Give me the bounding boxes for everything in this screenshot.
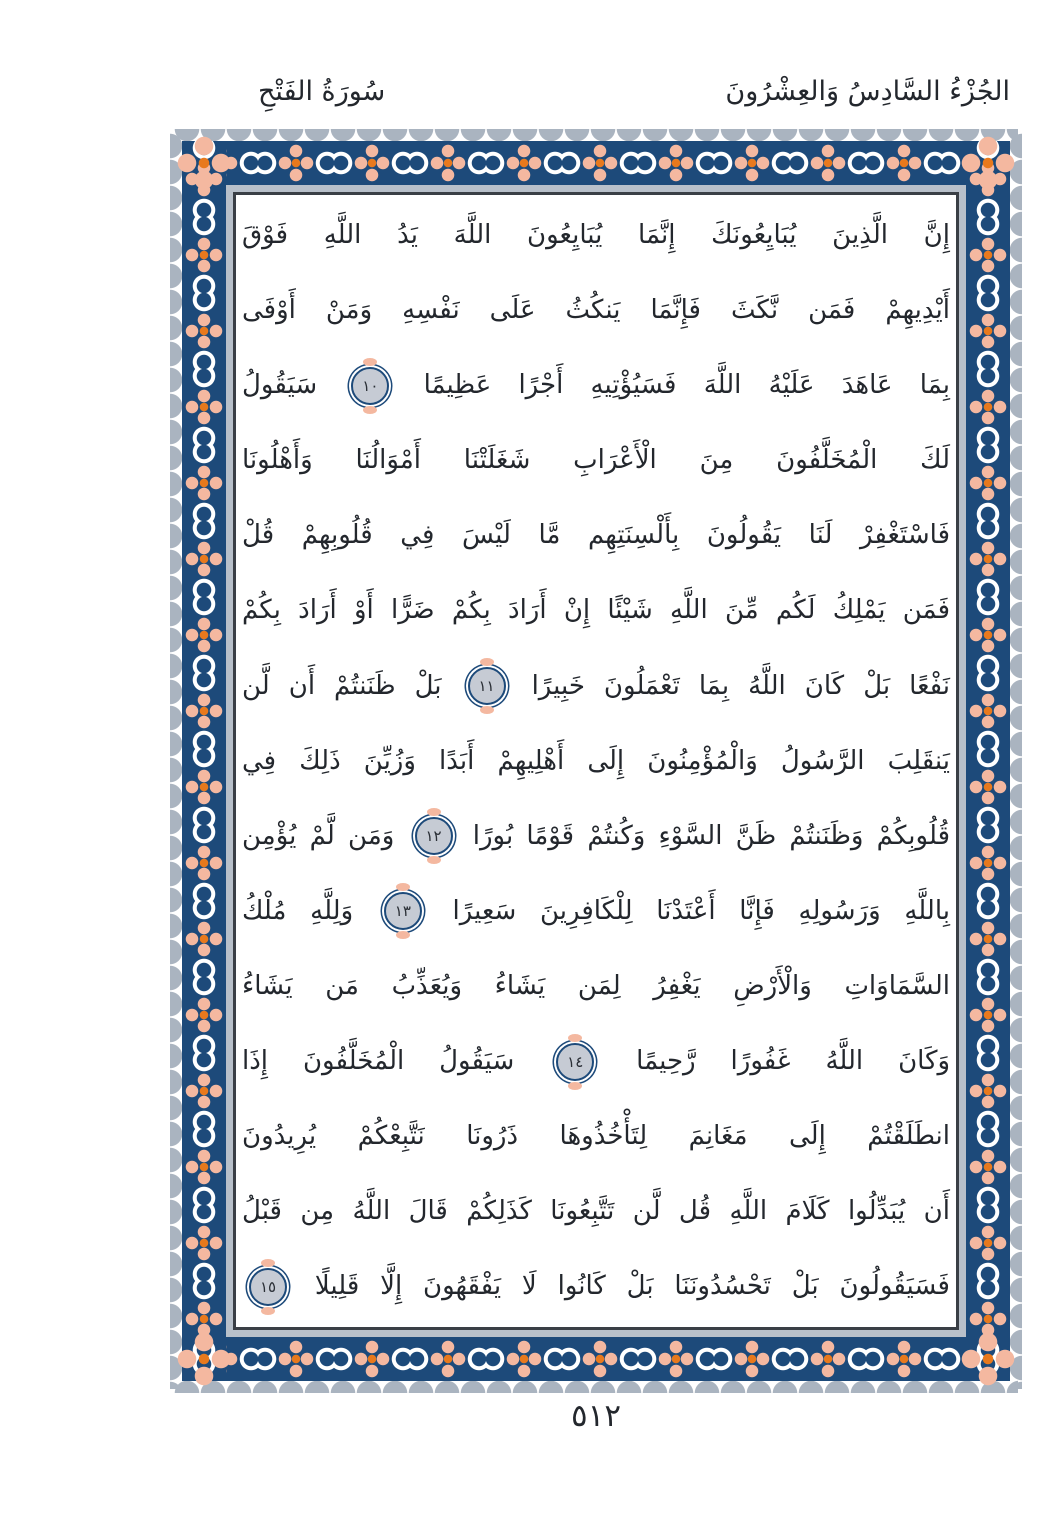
ayah-marker: ١٢ [415,817,453,855]
surah-title: سُورَةُ الفَتْحِ [258,76,386,107]
mushaf-line [242,874,950,949]
mushaf-line [242,799,950,874]
ayah-text: بَلْ ظَنَنتُمْ أَن لَّن [242,670,442,701]
mushaf-line [242,1174,950,1249]
ayah-text: وَلِلَّهِ مُلْكُ [242,895,354,926]
inner-rule [233,192,959,1330]
mushaf-line [242,1024,950,1099]
ayah-text: وَمَن لَّمْ يُؤْمِن [242,820,395,851]
ayah-text: أَيْدِيهِمْ فَمَن نَّكَثَ فَإِنَّمَا يَنكُثُ عَلَى نَفْسِهِ وَمَنْ أَوْفَى [242,295,950,326]
ayah-text: وَكَانَ اللَّهُ غَفُورًا رَّحِيمًا [636,1046,951,1077]
ayah-text: بِمَا عَاهَدَ عَلَيْهُ اللَّهَ فَسَيُؤْتِيهِ أَجْرًا عَظِيمًا [423,370,950,401]
mushaf-line [242,1249,950,1324]
mushaf-line [242,198,950,273]
border-band-bottom [182,1337,1010,1381]
ayah-text: سَيَقُولُ الْمُخَلَّفُونَ إِذَا [242,1046,515,1077]
corner-flower-icon [176,135,232,191]
border-band-top [182,141,1010,185]
decorative-border [182,141,1010,1381]
ayah-text: نَفْعًا بَلْ كَانَ اللَّهُ بِمَا تَعْمَلُونَ خَبِيرًا [531,670,950,701]
page-number: ٥١٢ [571,1398,621,1434]
ayah-marker: ١٠ [351,367,389,405]
mushaf-line [242,649,950,724]
ayah-text: فَمَن يَمْلِكُ لَكُم مِّنَ اللَّهِ شَيْئًا إِنْ أَرَادَ بِكُمْ ضَرًّا أَوْ أَرَادَ بِكُمْ [242,595,950,626]
ayah-text: بِاللَّهِ وَرَسُولِهِ فَإِنَّا أَعْتَدْنَا لِلْكَافِرِينَ سَعِيرًا [452,895,950,926]
mushaf-lines [242,198,950,1324]
mushaf-line [242,273,950,348]
ayah-text: فَسَيَقُولُونَ بَلْ تَحْسُدُونَنَا بَلْ كَانُوا لَا يَفْقَهُونَ إِلَّا قَلِيلًا [314,1271,950,1302]
border-scallop-bottom [174,1380,1018,1393]
ayah-text: أَن يُبَدِّلُوا كَلَامَ اللَّهِ قُل لَّن تَتَّبِعُونَا كَذَلِكُمْ قَالَ اللَّهُ مِن قَبْلُ [242,1196,950,1227]
inner-silver-strip [226,185,966,1337]
mushaf-line [242,498,950,573]
mushaf-line [242,949,950,1024]
ayah-text: قُلُوبِكُمْ وَظَنَنتُمْ ظَنَّ السَّوْءِ وَكُنتُمْ قَوْمًا بُورًا [472,820,951,851]
mushaf-line [242,1099,950,1174]
corner-flower-icon [176,1331,232,1387]
ayah-marker: ١١ [468,667,506,705]
ayah-text: إِنَّ الَّذِينَ يُبَايِعُونَكَ إِنَّمَا يُبَايِعُونَ اللَّهَ يَدُ اللَّهِ فَوْقَ [242,220,950,250]
ayah-text: فَاسْتَغْفِرْ لَنَا يَقُولُونَ بِأَلْسِنَتِهِم مَّا لَيْسَ فِي قُلُوبِهِمْ قُلْ [242,520,950,551]
border-band-right [966,141,1010,1381]
ayah-text: السَّمَاوَاتِ وَالْأَرْضِ يَغْفِرُ لِمَن يَشَاءُ وَيُعَذِّبُ مَن يَشَاءُ [242,970,950,1001]
ayah-marker: ١٤ [556,1043,594,1081]
border-scallop-right [1009,133,1022,1389]
ayah-marker: ١٣ [384,892,422,930]
ayah-text: انطَلَقْتُمْ إِلَى مَغَانِمَ لِتَأْخُذُوهَا ذَرُونَا نَتَّبِعْكُمْ يُرِيدُونَ [242,1121,950,1152]
mushaf-line [242,348,950,423]
ayah-marker: ١٥ [249,1268,287,1306]
ayah-text: يَنقَلِبَ الرَّسُولُ وَالْمُؤْمِنُونَ إِلَى أَهْلِيهِمْ أَبَدًا وَزُيِّنَ ذَلِكَ فِي [242,745,950,776]
mushaf-line [242,724,950,799]
corner-flower-icon [960,135,1016,191]
corner-flower-icon [960,1331,1016,1387]
ayah-text: لَكَ الْمُخَلَّفُونَ مِنَ الْأَعْرَابِ شَغَلَتْنَا أَمْوَالُنَا وَأَهْلُونَا [242,445,950,476]
mushaf-line [242,573,950,648]
ayah-text: سَيَقُولُ [242,370,318,401]
juz-title: الجُزْءُ السَّادِسُ وَالعِشْرُونَ [725,76,1010,107]
border-band-left [182,141,226,1381]
mushaf-line [242,423,950,498]
